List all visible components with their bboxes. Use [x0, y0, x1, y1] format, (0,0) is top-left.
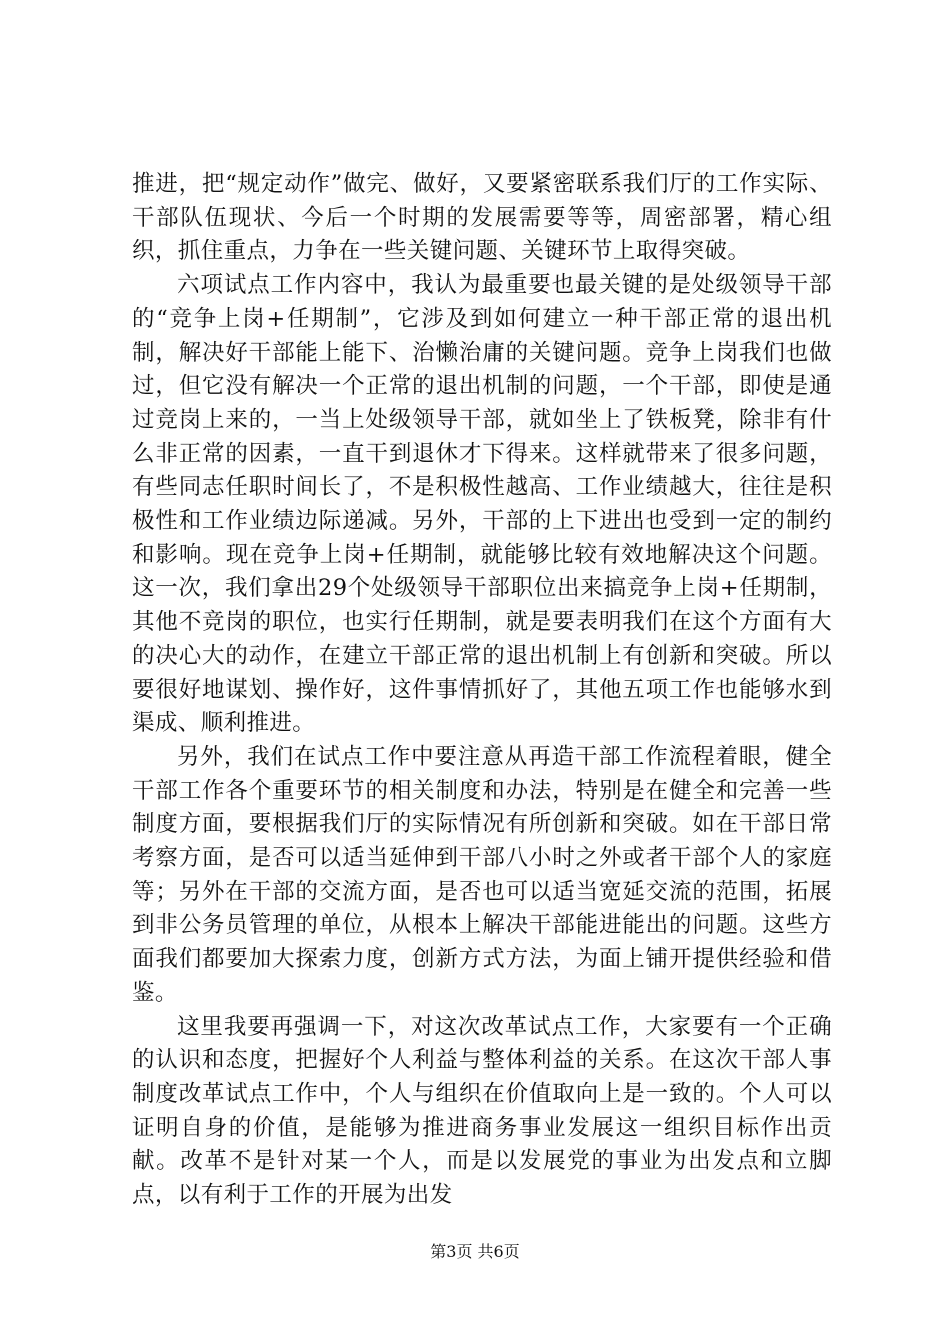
paragraph-continuation: 推进，把“规定动作”做完、做好，又要紧密联系我们厅的工作实际、干部队伍现状、今后一个时期的发展需要等等，周密部署，精心组织，抓住重点，力争在一些关键问题、关键环节上取得突破。	[132, 171, 832, 265]
document-body	[132, 168, 832, 1213]
page-number-footer: 第3页 共6页	[430, 1242, 520, 1261]
paragraph-competition-term: 六项试点工作内容中，我认为最重要也最关键的是处级领导干部的“竞争上岗+任期制”，它涉及到如何建立一种干部正常的退出机制，解决好干部能上能下、治懒治庸的关键问题。竞争上岗我们也做过，但它没有解决一个正常的退出机制的问题，一个干部，即使是通过竞岗上来的，一当上处级领导干部，就如坐上了铁板凳，除非有什么非正常的因素，一直干到退休才下得来。这样就带来了很多问题，有些同志任职时间长了，不是积极性越高、工作业绩越大，往往是积极性和工作业绩边际递减。另外，干部的上下进出也受到一定的制约和影响。现在竞争上岗+任期制，就能够比较有效地解决这个问题。这一次，我们拿出29个处级领导干部职位出来搞竞争上岗+任期制，其他不竞岗的职位，也实行任期制，就是要表明我们在这个方面有大的决心大的动作，在建立干部正常的退出机制上有创新和突破。所以要很好地谋划、操作好，这件事情抓好了，其他五项工作也能够水到渠成、顺利推进。	[132, 272, 832, 737]
paragraph-process-reform: 另外，我们在试点工作中要注意从再造干部工作流程着眼，健全干部工作各个重要环节的相关制度和办法，特别是在健全和完善一些制度方面，要根据我们厅的实际情况有所创新和突破。如在干部日常考察方面，是否可以适当延伸到干部八小时之外或者干部个人的家庭等；另外在干部的交流方面，是否也可以适当宽延交流的范围，拓展到非公务员管理的单位，从根本上解决干部能进能出的问题。这些方面我们都要加大探索力度，创新方式方法，为面上铺开提供经验和借鉴。	[132, 743, 832, 1006]
paragraph-attitude: 这里我要再强调一下，对这次改革试点工作，大家要有一个正确的认识和态度，把握好个人利益与整体利益的关系。在这次干部人事制度改革试点工作中，个人与组织在价值取向上是一致的。个人可以证明自身的价值，是能够为推进商务事业发展这一组织目标作出贡献。改革不是针对某一个人，而是以发展党的事业为出发点和立脚点，以有利于工作的开展为出发	[132, 1013, 832, 1209]
